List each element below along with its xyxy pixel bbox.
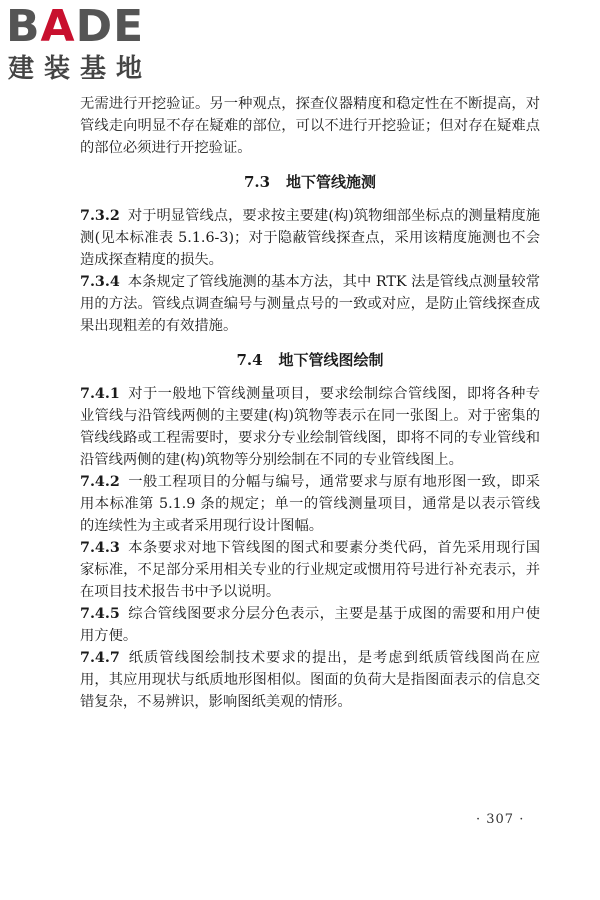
intro-paragraph: 无需进行开挖验证。另一种观点，探查仪器精度和稳定性在不断提高，对管线走向明显不存在疑难的部位，可以不进行开挖验证；但对存在疑难点的部位必须进行开挖验证。 <box>80 96 540 156</box>
clause-number: 7.4.1 <box>80 386 120 402</box>
logo-subtitle: 建装基地 <box>8 54 153 84</box>
bade-logo <box>6 2 181 88</box>
section-title: 地下管线图绘制 <box>278 351 384 369</box>
section-heading-7-4 <box>80 349 540 371</box>
section-number: 7.3 <box>243 173 271 191</box>
section-number: 7.4 <box>236 351 263 369</box>
clause-7-4-1 <box>80 383 540 471</box>
clause-number: 7.4.2 <box>80 474 120 490</box>
section-heading-7-3 <box>80 171 540 193</box>
clause-text: 一般工程项目的分幅与编号，通常要求与原有地形图一致，即采用本标准第 5.1.9 条的规定；单一的管线测量项目，通常是以表示管线的连续性为主或者采用现行设计图幅。 <box>80 474 540 534</box>
clause-7-4-7 <box>80 647 540 713</box>
clause-7-4-5 <box>80 603 540 647</box>
logo-wordmark: BADE <box>6 1 145 52</box>
clause-7-4-2 <box>80 471 540 537</box>
clause-text: 对于一般地下管线测量项目，要求绘制综合管线图，即将各种专业管线与沿管线两侧的主要建(构)筑物等表示在同一张图上。对于密集的管线线路或工程需要时，要求分专业绘制管线图，即将不同的专业管线和沿管线两侧的建(构)筑物等分别绘制在不同的专业管线图上。 <box>80 386 540 468</box>
page-body <box>80 93 540 713</box>
page-number: · 307 · <box>476 812 525 827</box>
clause-7-4-3 <box>80 537 540 603</box>
clause-number: 7.4.7 <box>80 650 120 666</box>
clause-number: 7.4.3 <box>80 540 120 556</box>
clause-text: 本条规定了管线施测的基本方法，其中 RTK 法是管线点测量较常用的方法。管线点调查编号与测量点号的一致或对应，是防止管线探查成果出现粗差的有效措施。 <box>80 274 540 334</box>
section-title: 地下管线施测 <box>286 173 377 191</box>
clause-7-3-4 <box>80 271 540 337</box>
clause-text: 综合管线图要求分层分色表示，主要是基于成图的需要和用户使用方便。 <box>80 606 540 644</box>
clause-text: 对于明显管线点，要求按主要建(构)筑物细部坐标点的测量精度施测(见本标准表 5.1.6-3)；对于隐蔽管线探查点，采用该精度施测也不会造成探查精度的损失。 <box>80 208 540 268</box>
clause-number: 7.3.4 <box>80 274 120 290</box>
clause-7-3-2 <box>80 205 540 271</box>
clause-text: 本条要求对地下管线图的图式和要素分类代码，首先采用现行国家标准，不足部分采用相关专业的行业规定或惯用符号进行补充表示，并在项目技术报告书中予以说明。 <box>80 540 540 600</box>
clause-number: 7.4.5 <box>80 606 120 622</box>
clause-text: 纸质管线图绘制技术要求的提出，是考虑到纸质管线图尚在应用，其应用现状与纸质地形图相似。图面的负荷大是指图面表示的信息交错复杂，不易辨识，影响图纸美观的情形。 <box>80 650 540 710</box>
clause-number: 7.3.2 <box>80 208 120 224</box>
